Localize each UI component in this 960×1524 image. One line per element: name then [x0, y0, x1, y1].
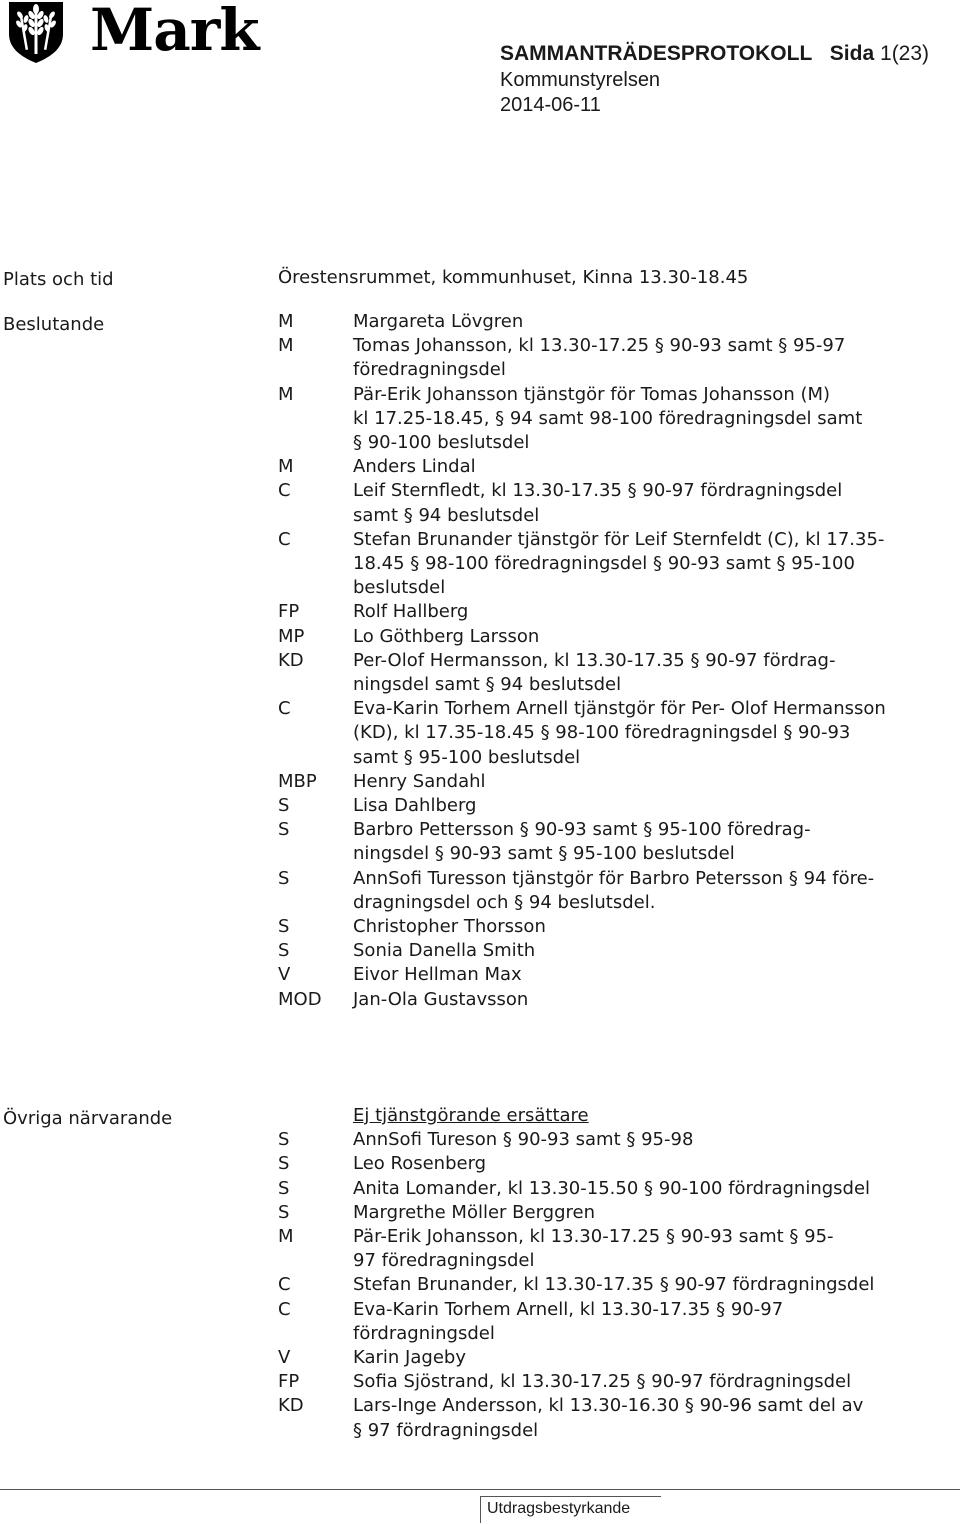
party-code	[278, 552, 353, 576]
ovriga-row	[278, 1225, 960, 1249]
member-text: föredragningsdel	[353, 359, 506, 381]
member-text: Leif Sternfledt, kl 13.30-17.35 § 90-97 fördragningsdel	[353, 480, 843, 502]
member-text: ningsdel samt § 94 beslutsdel	[353, 674, 622, 696]
party-code: FP	[278, 1371, 300, 1393]
member-text: Stefan Brunander tjänstgör för Leif Sternfeldt (C), kl 17.35-	[353, 528, 885, 550]
party-code: V	[278, 1347, 291, 1369]
beslutande-row	[278, 334, 960, 358]
member-text: (KD), kl 17.35-18.45 § 98-100 föredragningsdel § 90-93	[353, 722, 851, 744]
party-code: S	[278, 1153, 290, 1175]
member-text: Lars-Inge Andersson, kl 13.30-16.30 § 90-96 samt del av	[353, 1395, 864, 1417]
member-text: Stefan Brunander, kl 13.30-17.35 § 90-97 fördragningsdel	[353, 1274, 875, 1296]
ovriga-row	[278, 1298, 960, 1322]
beslutande-row	[278, 697, 960, 721]
ovriga-label: Övriga närvarande	[3, 1108, 173, 1129]
beslutande-row	[278, 625, 960, 649]
party-code: V	[278, 964, 291, 986]
beslutande-row	[278, 939, 960, 963]
member-text: Leo Rosenberg	[353, 1153, 487, 1175]
party-code: S	[278, 1177, 290, 1199]
member-text: Margrethe Möller Berggren	[353, 1201, 595, 1223]
beslutande-row	[278, 383, 960, 407]
party-code	[278, 673, 353, 697]
beslutande-row	[278, 673, 960, 697]
member-text: Pär-Erik Johansson tjänstgör för Tomas Johansson (M)	[353, 383, 831, 405]
party-code: C	[278, 1274, 291, 1296]
party-code	[278, 504, 353, 528]
member-text: Lo Göthberg Larsson	[353, 625, 540, 647]
ovriga-row	[278, 1419, 960, 1443]
document-title	[500, 40, 929, 68]
member-text: Pär-Erik Johansson, kl 13.30-17.25 § 90-93 samt § 95-	[353, 1226, 834, 1248]
party-code	[278, 576, 353, 600]
wheat-shield-icon	[6, 0, 66, 64]
member-text: fördragningsdel	[353, 1322, 495, 1344]
party-code	[278, 1419, 353, 1443]
member-text: Sofia Sjöstrand, kl 13.30-17.25 § 90-97 fördragningsdel	[353, 1371, 852, 1393]
party-code: C	[278, 528, 291, 550]
party-code	[278, 721, 353, 745]
plats-label: Plats och tid	[3, 269, 114, 290]
beslutande-row	[278, 552, 960, 576]
member-text: kl 17.25-18.45, § 94 samt 98-100 föredragningsdel samt	[353, 407, 863, 429]
party-code: KD	[278, 649, 304, 671]
ovriga-row	[278, 1273, 960, 1297]
beslutande-row	[278, 576, 960, 600]
meeting-date: 2014-06-11	[500, 94, 601, 116]
party-code: S	[278, 1201, 290, 1223]
ovriga-rows	[278, 1128, 960, 1443]
member-text: ningsdel § 90-93 samt § 95-100 beslutsdel	[353, 843, 735, 865]
ovriga-row	[278, 1177, 960, 1201]
beslutande-row	[278, 794, 960, 818]
member-text: dragningsdel och § 94 beslutsdel.	[353, 891, 656, 913]
beslutande-row	[278, 891, 960, 915]
municipality-logo	[6, 0, 306, 66]
ovriga-row	[278, 1152, 960, 1176]
party-code: MP	[278, 625, 305, 647]
party-code: S	[278, 1129, 290, 1151]
ovriga-row	[278, 1322, 960, 1346]
member-text: Rolf Hallberg	[353, 601, 469, 623]
footer-divider	[0, 1489, 960, 1490]
ovriga-list	[278, 1104, 960, 1443]
member-text: beslutsdel	[353, 577, 446, 599]
logo-wordmark: Mark	[90, 0, 259, 64]
party-code: M	[278, 311, 294, 332]
beslutande-row	[278, 818, 960, 842]
party-code: MBP	[278, 770, 317, 792]
party-code: S	[278, 819, 290, 841]
ovriga-row	[278, 1128, 960, 1152]
beslutande-row	[278, 915, 960, 939]
party-code: S	[278, 940, 290, 962]
member-text: § 97 fördragningsdel	[353, 1419, 539, 1441]
member-text: Barbro Pettersson § 90-93 samt § 95-100 föredrag-	[353, 819, 811, 841]
member-text: Eva-Karin Torhem Arnell, kl 13.30-17.35 § 90-97	[353, 1298, 784, 1320]
page-number: 1	[880, 42, 892, 65]
ovriga-row	[278, 1394, 960, 1418]
beslutande-row	[278, 963, 960, 987]
committee-name: Kommunstyrelsen	[500, 69, 661, 91]
party-code	[278, 842, 353, 866]
beslutande-row	[278, 770, 960, 794]
member-text: § 90-100 beslutsdel	[353, 432, 530, 454]
party-code: C	[278, 480, 291, 502]
member-text: Anders Lindal	[353, 456, 476, 478]
party-code	[278, 358, 353, 382]
beslutande-row	[278, 504, 960, 528]
footer-verification-box	[480, 1496, 661, 1523]
beslutande-row	[278, 988, 960, 1012]
beslutande-row	[278, 842, 960, 866]
member-text: samt § 95-100 beslutsdel	[353, 746, 581, 768]
member-text: samt § 94 beslutsdel	[353, 504, 540, 526]
beslutande-row	[278, 455, 960, 479]
member-text: Margareta Lövgren	[353, 311, 524, 332]
member-text: Eivor Hellman Max	[353, 964, 522, 986]
footer-label: Utdragsbestyrkande	[487, 1500, 631, 1517]
member-text: Christopher Thorsson	[353, 916, 546, 938]
party-code: KD	[278, 1395, 304, 1417]
beslutande-label: Beslutande	[3, 314, 105, 335]
beslutande-row	[278, 600, 960, 624]
member-text: Eva-Karin Torhem Arnell tjänstgör för Per- Olof Hermansson	[353, 698, 886, 720]
party-code: MOD	[278, 988, 322, 1010]
party-code	[278, 407, 353, 431]
party-code: M	[278, 1226, 294, 1248]
page-label: Sida	[829, 42, 875, 65]
party-code: M	[278, 383, 294, 405]
member-text: Tomas Johansson, kl 13.30-17.25 § 90-93 samt § 95-97	[353, 335, 846, 357]
party-code	[278, 1249, 353, 1273]
party-code: M	[278, 456, 294, 478]
beslutande-row	[278, 431, 960, 455]
member-text: Lisa Dahlberg	[353, 795, 477, 817]
party-code: S	[278, 916, 290, 938]
protocol-title: SAMMANTRÄDESPROTOKOLL	[500, 42, 813, 65]
party-code: C	[278, 698, 291, 720]
ovriga-row	[278, 1249, 960, 1273]
beslutande-list	[278, 310, 960, 1012]
member-text: AnnSofi Turesson tjänstgör för Barbro Petersson § 94 före-	[353, 867, 875, 889]
member-text: Per-Olof Hermansson, kl 13.30-17.35 § 90-97 fördrag-	[353, 649, 836, 671]
party-code: S	[278, 867, 290, 889]
ovriga-subheading-row	[278, 1104, 960, 1128]
party-code	[278, 431, 353, 455]
beslutande-row	[278, 746, 960, 770]
ovriga-subheading: Ej tjänstgörande ersättare	[353, 1105, 589, 1126]
document-header	[500, 40, 929, 118]
member-text: Jan-Ola Gustavsson	[353, 988, 529, 1010]
ovriga-row	[278, 1201, 960, 1225]
page-total: (23)	[891, 42, 930, 65]
beslutande-row	[278, 358, 960, 382]
party-code: M	[278, 335, 294, 357]
ovriga-row	[278, 1370, 960, 1394]
beslutande-row	[278, 407, 960, 431]
party-code	[278, 746, 353, 770]
party-code: S	[278, 795, 290, 817]
beslutande-row	[278, 528, 960, 552]
member-text: Sonia Danella Smith	[353, 940, 536, 962]
beslutande-row	[278, 867, 960, 891]
plats-value: Örestensrummet, kommunhuset, Kinna 13.30-18.45	[278, 267, 749, 288]
beslutande-row	[278, 721, 960, 745]
member-text: Karin Jageby	[353, 1347, 466, 1369]
member-text: 97 föredragningsdel	[353, 1250, 535, 1272]
party-code: FP	[278, 601, 300, 623]
member-text: Anita Lomander, kl 13.30-15.50 § 90-100 fördragningsdel	[353, 1177, 871, 1199]
party-code	[278, 1322, 353, 1346]
beslutande-row	[278, 479, 960, 503]
member-text: AnnSofi Tureson § 90-93 samt § 95-98	[353, 1129, 694, 1151]
beslutande-row	[278, 649, 960, 673]
party-code	[278, 891, 353, 915]
member-text: 18.45 § 98-100 föredragningsdel § 90-93 samt § 95-100	[353, 553, 855, 575]
ovriga-row	[278, 1346, 960, 1370]
beslutande-row	[278, 310, 960, 334]
party-code: C	[278, 1298, 291, 1320]
member-text: Henry Sandahl	[353, 770, 486, 792]
